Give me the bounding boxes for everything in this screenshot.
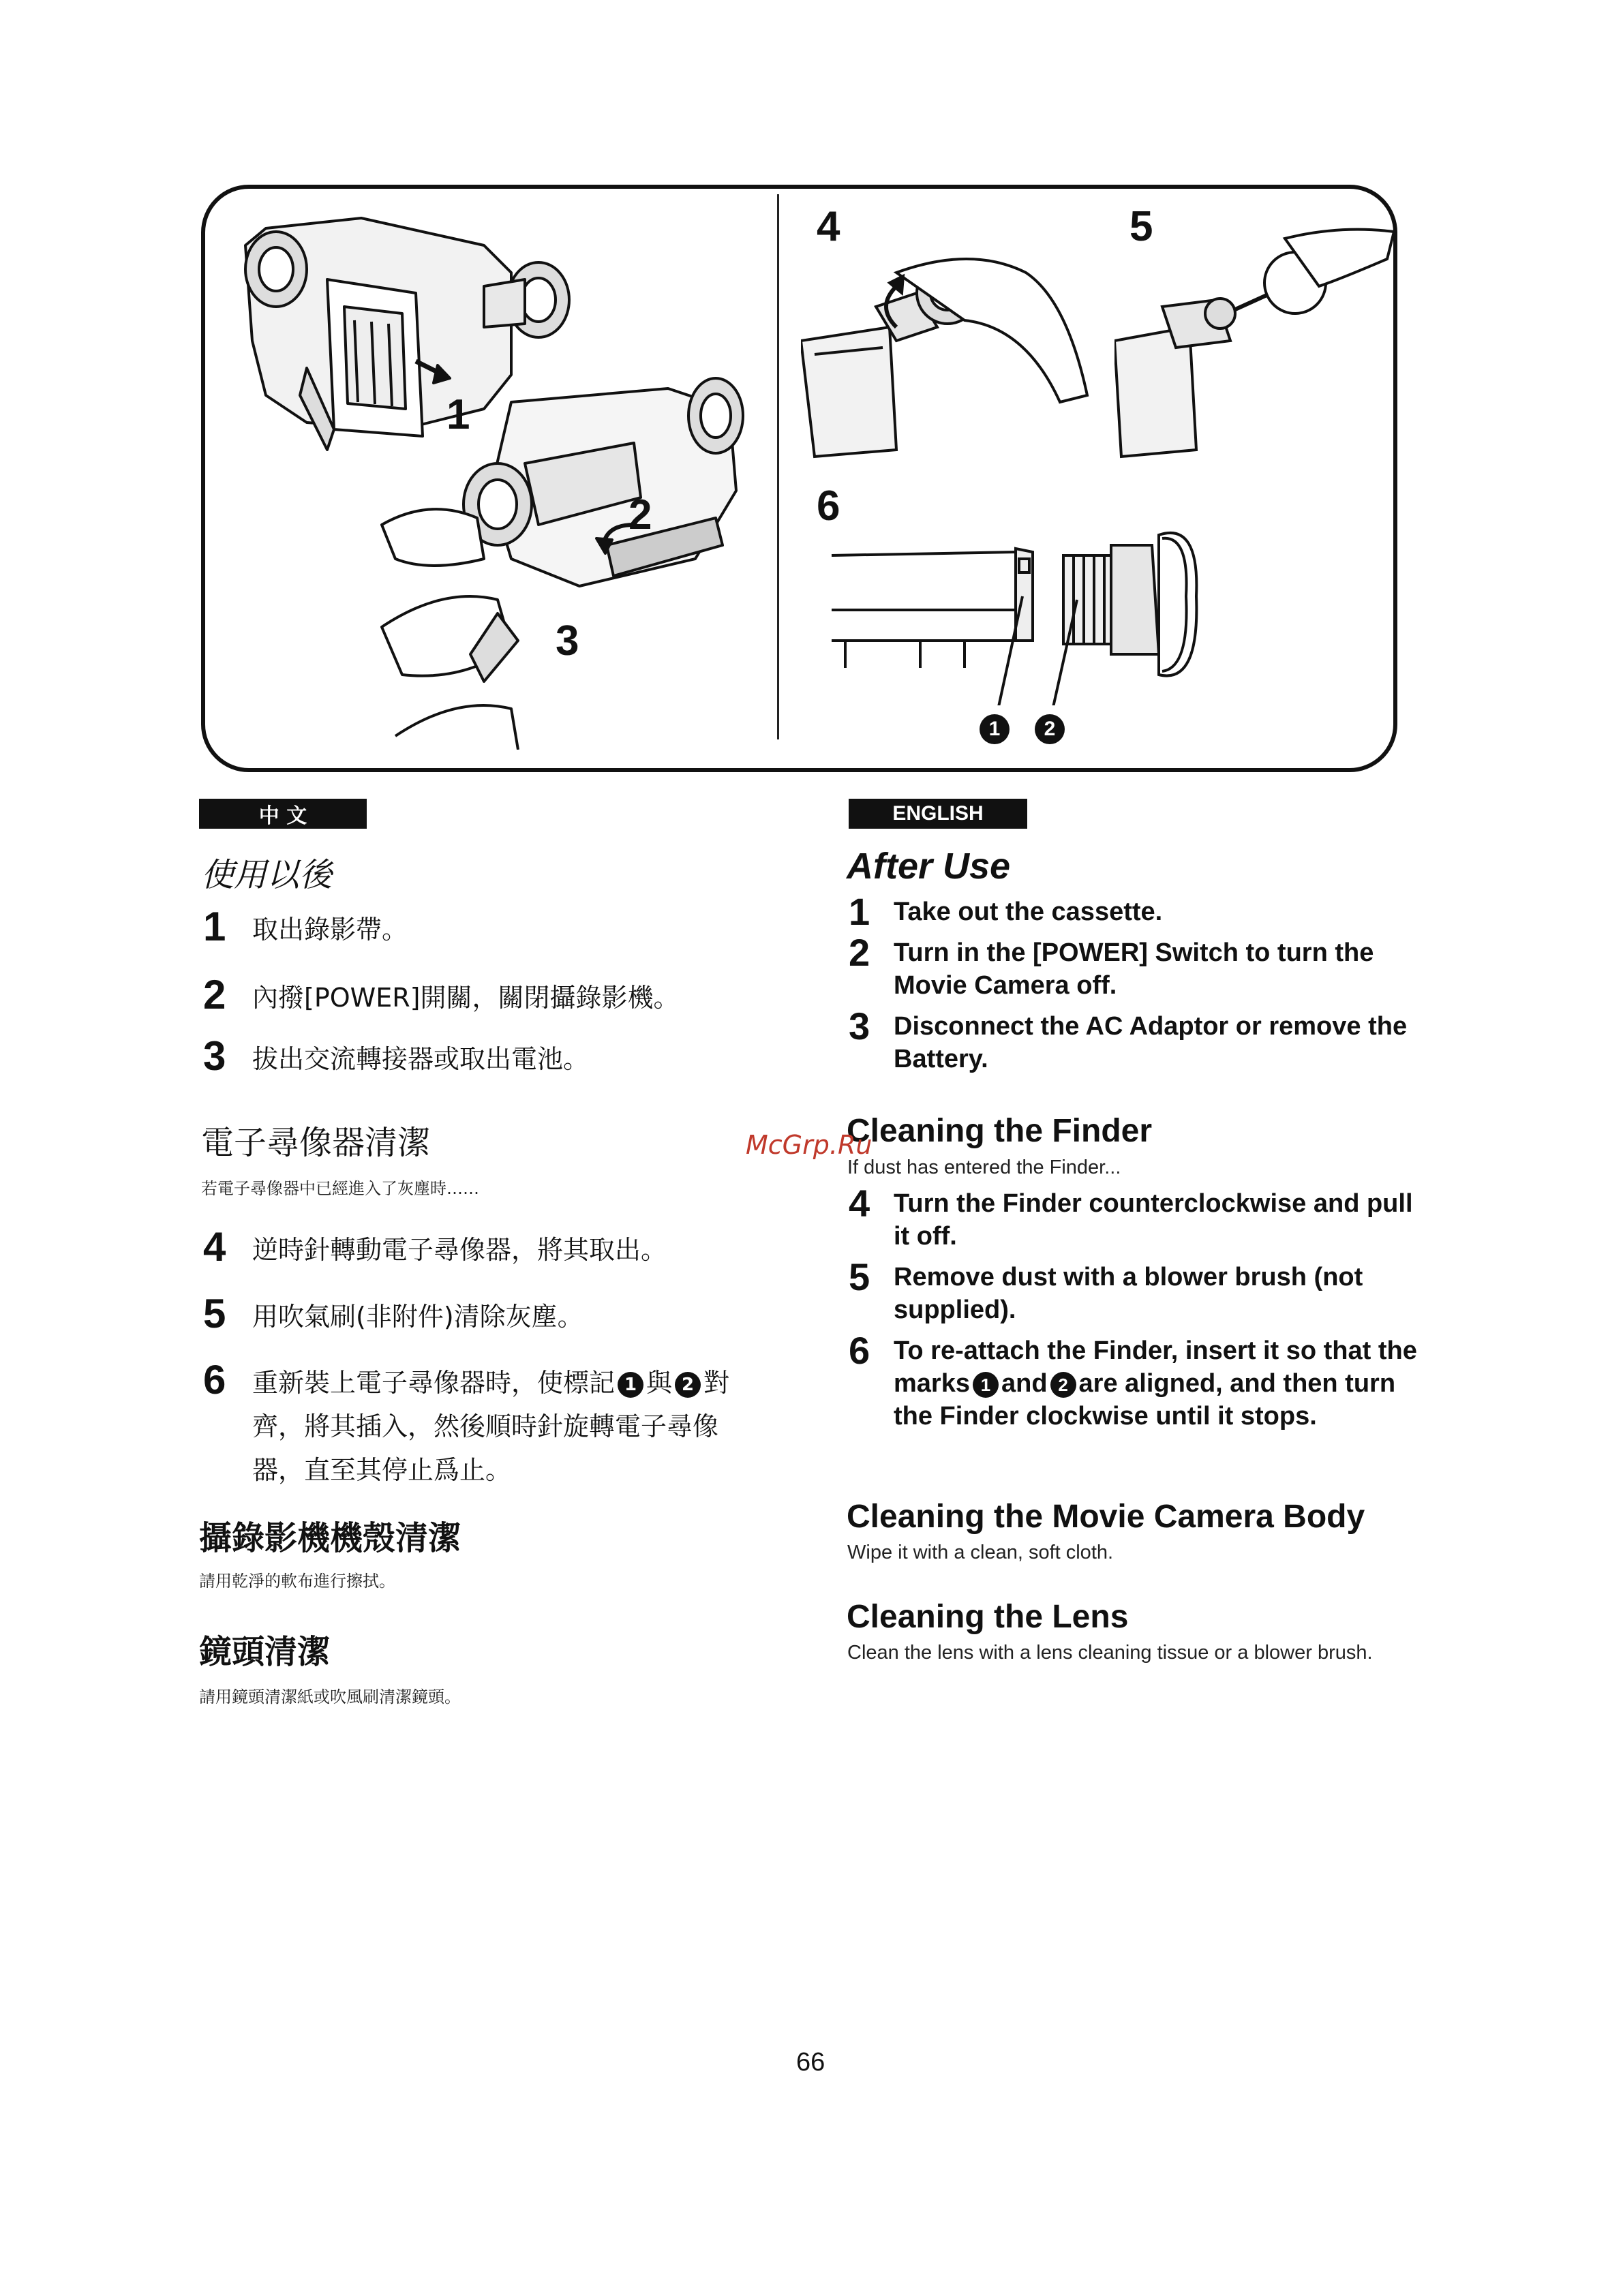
en-step-4 bbox=[849, 1184, 1428, 1253]
zh-step-6-number: 6 bbox=[203, 1357, 226, 1403]
en-step-5 bbox=[849, 1255, 1428, 1326]
en-mark-1: 1 bbox=[973, 1372, 999, 1398]
figure-label-1: 1 bbox=[446, 391, 470, 438]
figure-label-3: 3 bbox=[556, 617, 579, 664]
zh-step-2-number: 2 bbox=[203, 972, 226, 1017]
zh-step-6 bbox=[203, 1357, 769, 1492]
zh-finder-title: 電子尋像器清潔 bbox=[201, 1124, 431, 1162]
zh-step-4 bbox=[203, 1224, 667, 1272]
english-section-tab: ENGLISH bbox=[849, 799, 1027, 829]
en-step-6-text-mid: and bbox=[1001, 1369, 1048, 1398]
en-step-1-text: Take out the cassette. bbox=[894, 898, 1163, 926]
en-step-6 bbox=[849, 1329, 1428, 1433]
camcorder-illustration bbox=[225, 204, 763, 750]
zh-step-2 bbox=[203, 972, 680, 1020]
zh-step-6-text-before: 重新裝上電子尋像器時，使標記 bbox=[252, 1368, 616, 1398]
page-number: 66 bbox=[796, 2048, 825, 2077]
zh-lens-text: 請用鏡頭清潔紙或吹風刷清潔鏡頭。 bbox=[199, 1687, 461, 1706]
en-step-4-number: 4 bbox=[849, 1182, 870, 1225]
en-lens-title: Cleaning the Lens bbox=[847, 1599, 1129, 1635]
zh-body-text: 請用乾淨的軟布進行擦拭。 bbox=[199, 1572, 395, 1591]
zh-step-5 bbox=[203, 1291, 583, 1338]
zh-step-5-text: 用吹氣刷(非附件)清除灰塵。 bbox=[252, 1302, 583, 1332]
en-step-1 bbox=[849, 890, 1428, 933]
chinese-section-tab: 中 文 bbox=[199, 799, 367, 829]
en-step-2-number: 2 bbox=[849, 931, 870, 974]
figure-label-5: 5 bbox=[1129, 203, 1153, 250]
zh-step-3-number: 3 bbox=[203, 1033, 226, 1079]
zh-mark-1: 1 bbox=[618, 1372, 643, 1398]
en-step-5-text: Remove dust with a blower brush (not supplied). bbox=[894, 1263, 1363, 1324]
zh-lens-title: 鏡頭清潔 bbox=[199, 1633, 331, 1671]
figure-label-4: 4 bbox=[817, 203, 840, 250]
zh-step-1-number: 1 bbox=[203, 904, 226, 949]
zh-finder-intro: 若電子尋像器中已經進入了灰塵時…… bbox=[201, 1179, 479, 1198]
watermark: McGrp.Ru bbox=[746, 1130, 873, 1160]
en-step-6-text bbox=[894, 1332, 1428, 1433]
zh-body-title: 攝錄影機機殼清潔 bbox=[199, 1519, 461, 1557]
en-step-1-number: 1 bbox=[849, 890, 870, 933]
illustration-divider bbox=[777, 194, 779, 739]
zh-step-6-text bbox=[252, 1360, 769, 1492]
zh-step-6-text-after: 對齊，將其插入，然後順時針旋轉電子尋像器，直至其停止爲止。 bbox=[252, 1368, 730, 1485]
en-step-6-number: 6 bbox=[849, 1329, 870, 1372]
en-step-3 bbox=[849, 1007, 1428, 1075]
figure-label-2: 2 bbox=[628, 491, 652, 538]
en-after-use-title: After Use bbox=[847, 846, 1011, 887]
zh-step-3 bbox=[203, 1033, 590, 1081]
zh-step-2-text: 內撥[POWER]開關，關閉攝錄影機。 bbox=[252, 983, 680, 1013]
finder-mark-1: 1 bbox=[980, 714, 1010, 744]
en-step-6-text-after: are aligned, and then turn the Finder clockwise until it stops. bbox=[894, 1369, 1396, 1430]
blower-brush-illustration bbox=[1114, 225, 1408, 463]
zh-step-1-text: 取出錄影帶。 bbox=[252, 915, 408, 945]
zh-after-use-title: 使用以後 bbox=[201, 856, 333, 894]
en-finder-intro: If dust has entered the Finder... bbox=[847, 1157, 1121, 1178]
zh-step-4-text: 逆時針轉動電子尋像器，將其取出。 bbox=[252, 1235, 667, 1265]
en-body-text: Wipe it with a clean, soft cloth. bbox=[847, 1542, 1114, 1563]
en-step-3-number: 3 bbox=[849, 1005, 870, 1047]
en-step-2-text: Turn in the [POWER] Switch to turn the Movie Camera off. bbox=[894, 938, 1374, 1000]
en-step-4-text: Turn the Finder counterclockwise and pull it off. bbox=[894, 1189, 1413, 1251]
zh-step-5-number: 5 bbox=[203, 1291, 226, 1336]
finder-reattach-illustration bbox=[811, 508, 1220, 705]
zh-step-1 bbox=[203, 906, 408, 951]
zh-step-4-number: 4 bbox=[203, 1224, 226, 1270]
en-mark-2: 2 bbox=[1050, 1372, 1076, 1398]
zh-step-6-text-mid: 與 bbox=[646, 1368, 673, 1398]
en-step-3-text: Disconnect the AC Adaptor or remove the Battery. bbox=[894, 1012, 1408, 1073]
en-step-5-number: 5 bbox=[849, 1255, 870, 1298]
en-step-6-text-before: To re-attach the Finder, insert it so that the marks bbox=[894, 1336, 1417, 1398]
zh-step-3-text: 拔出交流轉接器或取出電池。 bbox=[252, 1044, 590, 1074]
figure-label-6: 6 bbox=[817, 483, 840, 530]
en-finder-title: Cleaning the Finder bbox=[847, 1113, 1153, 1149]
finder-removal-illustration bbox=[801, 245, 1108, 463]
en-body-title: Cleaning the Movie Camera Body bbox=[847, 1499, 1365, 1535]
en-step-2 bbox=[849, 931, 1428, 1002]
zh-mark-2: 2 bbox=[675, 1372, 701, 1398]
finder-mark-2: 2 bbox=[1035, 714, 1065, 744]
en-lens-text: Clean the lens with a lens cleaning tissue or a blower brush. bbox=[847, 1642, 1373, 1664]
